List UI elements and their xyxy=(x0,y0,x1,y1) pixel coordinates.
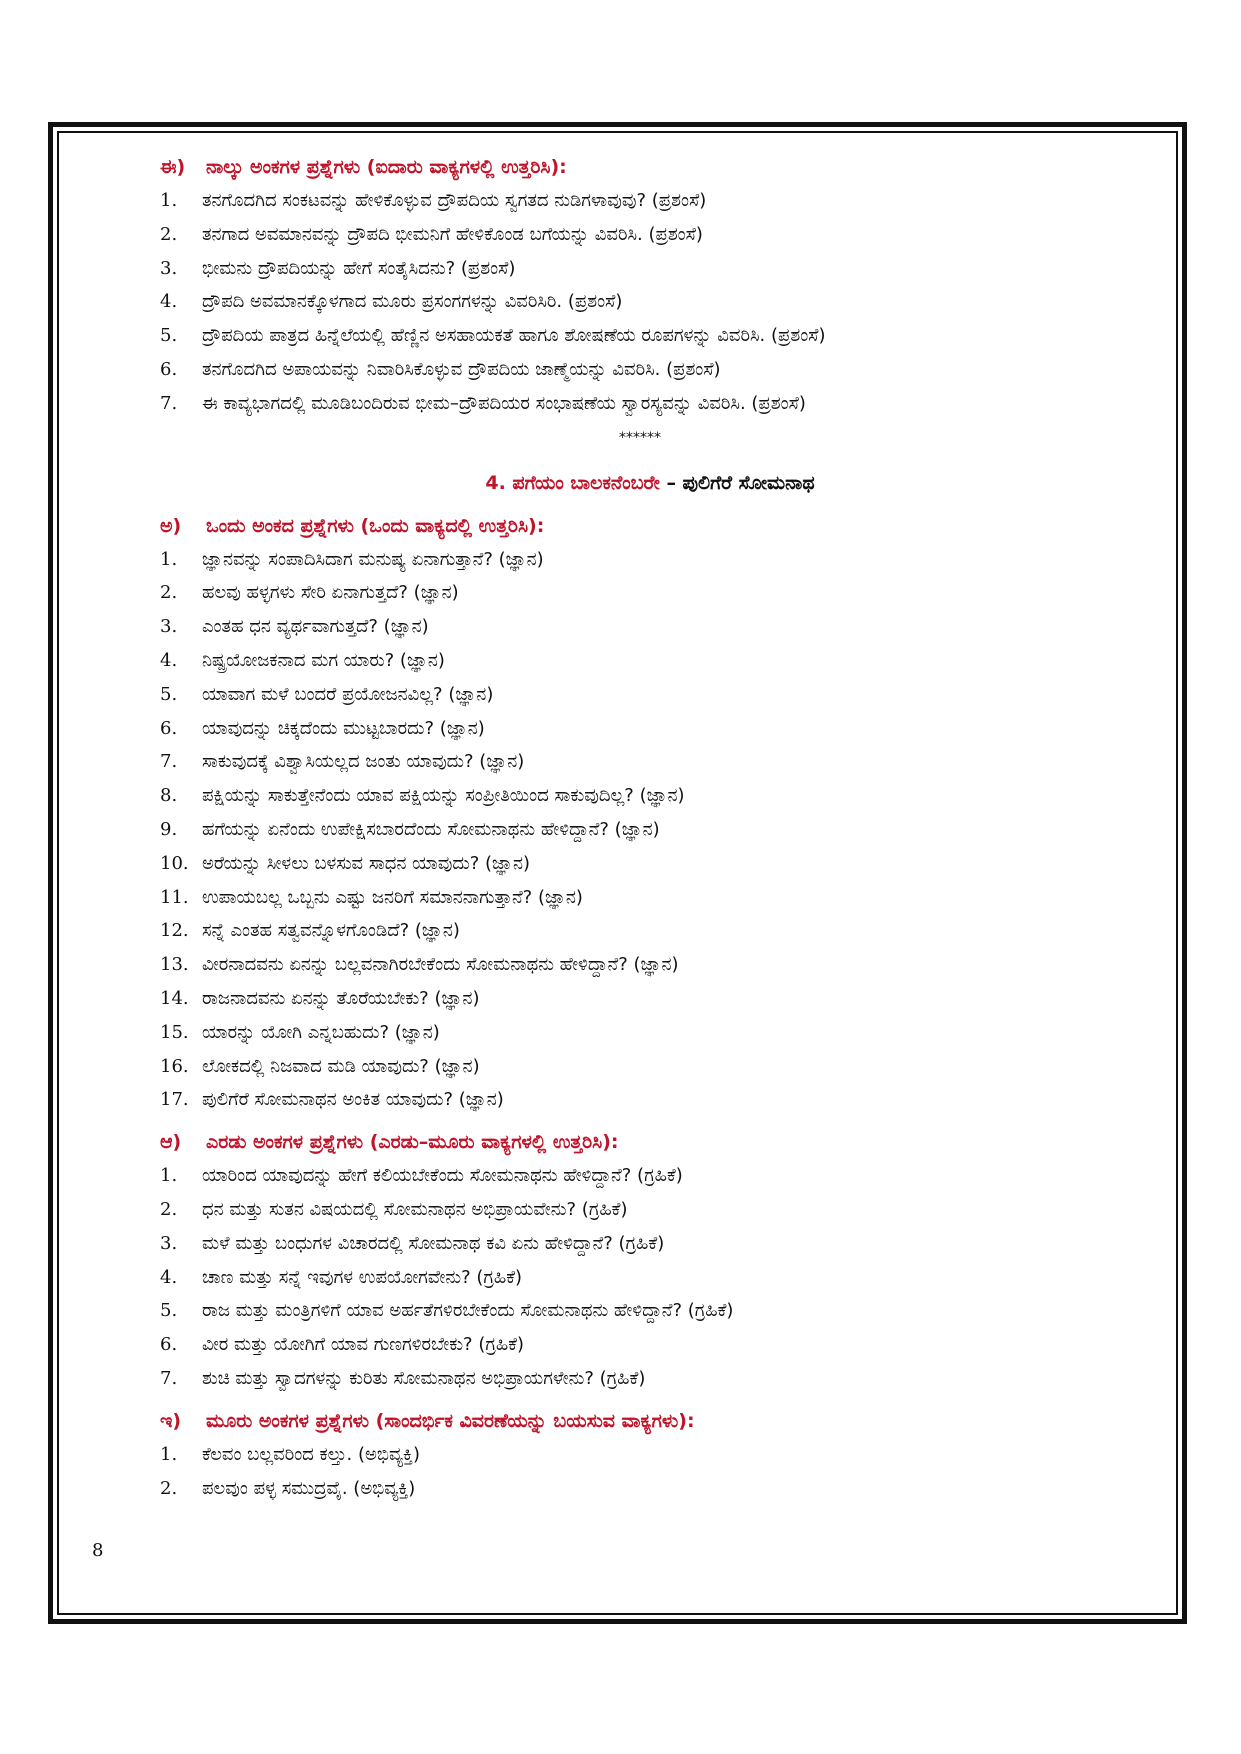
section-heading-aa: ಆ) ಎರಡು ಅಂಕಗಳ ಪ್ರಶ್ನೆಗಳು (ಎರಡು–ಮೂರು ವಾಕ್ಯಗಳಲ್ಲಿ ಉತ್ತರಿಸಿ): xyxy=(160,1131,619,1154)
list-item: 13. ವೀರನಾದವನು ಏನನ್ನು ಬಲ್ಲವನಾಗಿರಬೇಕೆಂದು ಸೋಮನಾಥನು ಹೇಳಿದ್ದಾನೆ? (ಜ್ಞಾನ) xyxy=(160,954,679,976)
list-item: 6. ತನಗೊದಗಿದ ಅಪಾಯವನ್ನು ನಿವಾರಿಸಿಕೊಳ್ಳುವ ದ್ರೌಪದಿಯ ಜಾಣ್ಮೆಯನ್ನು ವಿವರಿಸಿ. (ಪ್ರಶಂಸೆ) xyxy=(160,358,721,380)
list-item: 14. ರಾಜನಾದವನು ಏನನ್ನು ತೊರೆಯಬೇಕು? (ಜ್ಞಾನ) xyxy=(160,987,480,1009)
list-item: 4. ನಿಷ್ಪ್ರಯೋಜಕನಾದ ಮಗ ಯಾರು? (ಜ್ಞಾನ) xyxy=(160,649,445,671)
list-item: 5. ಯಾವಾಗ ಮಳೆ ಬಂದರೆ ಪ್ರಯೋಜನವಿಲ್ಲ? (ಜ್ಞಾನ) xyxy=(160,683,494,705)
section-heading-i: ಇ) ಮೂರು ಅಂಕಗಳ ಪ್ರಶ್ನೆಗಳು (ಸಾಂದರ್ಭಿಕ ವಿವರಣೆಯನ್ನು ಬಯಸುವ ವಾಕ್ಯಗಳು): xyxy=(160,1409,695,1432)
list-item: 2. ಹಲವು ಹಳ್ಳಗಳು ಸೇರಿ ಏನಾಗುತ್ತದೆ? (ಜ್ಞಾನ) xyxy=(160,582,459,604)
list-item: 5. ದ್ರೌಪದಿಯ ಪಾತ್ರದ ಹಿನ್ನೆಲೆಯಲ್ಲಿ ಹೆಣ್ಣಿನ ಅಸಹಾಯಕತೆ ಹಾಗೂ ಶೋಷಣೆಯ ರೂಪಗಳನ್ನು ವಿವರಿಸಿ. (ಪ್ರಶಂಸೆ) xyxy=(160,325,826,347)
list-item: 1. ಜ್ಞಾನವನ್ನು ಸಂಪಾದಿಸಿದಾಗ ಮನುಷ್ಯ ಏನಾಗುತ್ತಾನೆ? (ಜ್ಞಾನ) xyxy=(160,548,544,570)
list-item: 2. ಧನ ಮತ್ತು ಸುತನ ವಿಷಯದಲ್ಲಿ ಸೋಮನಾಥನ ಅಭಿಪ್ರಾಯವೇನು? (ಗ್ರಹಿಕೆ) xyxy=(160,1198,628,1220)
section-heading-a: ಅ) ಒಂದು ಅಂಕದ ಪ್ರಶ್ನೆಗಳು (ಒಂದು ವಾಕ್ಯದಲ್ಲಿ ಉತ್ತರಿಸಿ): xyxy=(160,514,545,537)
list-item: 3. ಮಳೆ ಮತ್ತು ಬಂಧುಗಳ ವಿಚಾರದಲ್ಲಿ ಸೋಮನಾಥ ಕವಿ ಏನು ಹೇಳಿದ್ದಾನೆ? (ಗ್ರಹಿಕೆ) xyxy=(160,1232,665,1254)
page-content xyxy=(160,150,1100,1505)
list-item: 10. ಅರೆಯನ್ನು ಸೀಳಲು ಬಳಸುವ ಸಾಧನ ಯಾವುದು? (ಜ್ಞಾನ) xyxy=(160,852,531,874)
list-item: 6. ಯಾವುದನ್ನು ಚಿಕ್ಕದೆಂದು ಮುಟ್ಟಬಾರದು? (ಜ್ಞಾನ) xyxy=(160,717,485,739)
list-item: 15. ಯಾರನ್ನು ಯೋಗಿ ಎನ್ನಬಹುದು? (ಜ್ಞಾನ) xyxy=(160,1021,440,1043)
list-item: 1. ತನಗೊದಗಿದ ಸಂಕಟವನ್ನು ಹೇಳಿಕೊಳ್ಳುವ ದ್ರೌಪದಿಯ ಸ್ವಗತದ ನುಡಿಗಳಾವುವು? (ಪ್ರಶಂಸೆ) xyxy=(160,190,707,211)
list-item: 3. ಎಂತಹ ಧನ ವ್ಯರ್ಥವಾಗುತ್ತದೆ? (ಜ್ಞಾನ) xyxy=(160,616,429,638)
list-item: 1. ಯಾರಿಂದ ಯಾವುದನ್ನು ಹೇಗೆ ಕಲಿಯಬೇಕೆಂದು ಸೋಮನಾಥನು ಹೇಳಿದ್ದಾನೆ? (ಗ್ರಹಿಕೆ) xyxy=(160,1165,683,1187)
list-item: 6. ವೀರ ಮತ್ತು ಯೋಗಿಗೆ ಯಾವ ಗುಣಗಳಿರಬೇಕು? (ಗ್ರಹಿಕೆ) xyxy=(160,1334,525,1356)
section-heading-e: ಈ) ನಾಲ್ಕು ಅಂಕಗಳ ಪ್ರಶ್ನೆಗಳು (ಐದಾರು ವಾಕ್ಯಗಳಲ್ಲಿ ಉತ್ತರಿಸಿ): xyxy=(160,156,567,178)
question-list-i xyxy=(160,1438,1100,1506)
list-item: 7. ಈ ಕಾವ್ಯಭಾಗದಲ್ಲಿ ಮೂಡಿಬಂದಿರುವ ಭೀಮ–ದ್ರೌಪದಿಯರ ಸಂಭಾಷಣೆಯ ಸ್ವಾರಸ್ಯವನ್ನು ವಿವರಿಸಿ. (ಪ್ರಶಂಸೆ) xyxy=(160,392,806,414)
list-item: 7. ಶುಚಿ ಮತ್ತು ಸ್ವಾದಗಳನ್ನು ಕುರಿತು ಸೋಮನಾಥನ ಅಭಿಪ್ರಾಯಗಳೇನು? (ಗ್ರಹಿಕೆ) xyxy=(160,1367,646,1389)
list-item: 7. ಸಾಕುವುದಕ್ಕೆ ವಿಶ್ವಾಸಿಯಲ್ಲದ ಜಂತು ಯಾವುದು? (ಜ್ಞಾನ) xyxy=(160,751,525,773)
list-item: 5. ರಾಜ ಮತ್ತು ಮಂತ್ರಿಗಳಿಗೆ ಯಾವ ಅರ್ಹತೆಗಳಿರಬೇಕೆಂದು ಸೋಮನಾಥನು ಹೇಳಿದ್ದಾನೆ? (ಗ್ರಹಿಕೆ) xyxy=(160,1300,734,1322)
list-item: 16. ಲೋಕದಲ್ಲಿ ನಿಜವಾದ ಮಡಿ ಯಾವುದು? (ಜ್ಞಾನ) xyxy=(160,1055,480,1077)
list-item: 2. ತನಗಾದ ಅವಮಾನವನ್ನು ದ್ರೌಪದಿ ಭೀಮನಿಗೆ ಹೇಳಿಕೊಂಡ ಬಗೆಯನ್ನು ವಿವರಿಸಿ. (ಪ್ರಶಂಸೆ) xyxy=(160,223,703,245)
list-item: 2. ಪಲವುಂ ಪಳ್ಳ ಸಮುದ್ರವೈ. (ಅಭಿವ್ಯಕ್ತಿ) xyxy=(160,1477,416,1499)
question-list-a xyxy=(160,543,1100,1118)
list-item: 4. ದ್ರೌಪದಿ ಅವಮಾನಕ್ಕೊಳಗಾದ ಮೂರು ಪ್ರಸಂಗಗಳನ್ನು ವಿವರಿಸಿರಿ. (ಪ್ರಶಂಸೆ) xyxy=(160,291,623,313)
list-item: 9. ಹಗೆಯನ್ನು ಏನೆಂದು ಉಪೇಕ್ಷಿಸಬಾರದೆಂದು ಸೋಮನಾಥನು ಹೇಳಿದ್ದಾನೆ? (ಜ್ಞಾನ) xyxy=(160,818,660,840)
list-item: 3. ಭೀಮನು ದ್ರೌಪದಿಯನ್ನು ಹೇಗೆ ಸಂತೈಸಿದನು? (ಪ್ರಶಂಸೆ) xyxy=(160,257,516,279)
question-list-aa xyxy=(160,1159,1100,1396)
page-number: 8 xyxy=(92,1540,104,1561)
lesson-title: 4. ಪಗೆಯಂ ಬಾಲಕನೆಂಬರೇ – ಪುಲಿಗೆರೆ ಸೋಮನಾಥ xyxy=(485,471,815,494)
section-separator: ****** xyxy=(619,429,661,446)
list-item: 4. ಚಾಣ ಮತ್ತು ಸನ್ನೆ ಇವುಗಳ ಉಪಯೋಗವೇನು? (ಗ್ರಹಿಕೆ) xyxy=(160,1266,523,1288)
list-item: 8. ಪಕ್ಷಿಯನ್ನು ಸಾಕುತ್ತೇನೆಂದು ಯಾವ ಪಕ್ಷಿಯನ್ನು ಸಂಪ್ರೀತಿಯಿಂದ ಸಾಕುವುದಿಲ್ಲ? (ಜ್ಞಾನ) xyxy=(160,785,685,807)
list-item: 17. ಪುಲಿಗೆರೆ ಸೋಮನಾಥನ ಅಂಕಿತ ಯಾವುದು? (ಜ್ಞಾನ) xyxy=(160,1089,504,1111)
question-list-e xyxy=(160,184,1100,421)
list-item: 12. ಸನ್ನೆ ಎಂತಹ ಸತ್ವವನ್ನೊಳಗೊಂಡಿದೆ? (ಜ್ಞಾನ) xyxy=(160,920,460,942)
list-item: 11. ಉಪಾಯಬಲ್ಲ ಒಬ್ಬನು ಎಷ್ಟು ಜನರಿಗೆ ಸಮಾನನಾಗುತ್ತಾನೆ? (ಜ್ಞಾನ) xyxy=(160,886,583,908)
list-item: 1. ಕೆಲವಂ ಬಲ್ಲವರಿಂದ ಕಲ್ತು. (ಅಭಿವ್ಯಕ್ತಿ) xyxy=(160,1443,420,1465)
